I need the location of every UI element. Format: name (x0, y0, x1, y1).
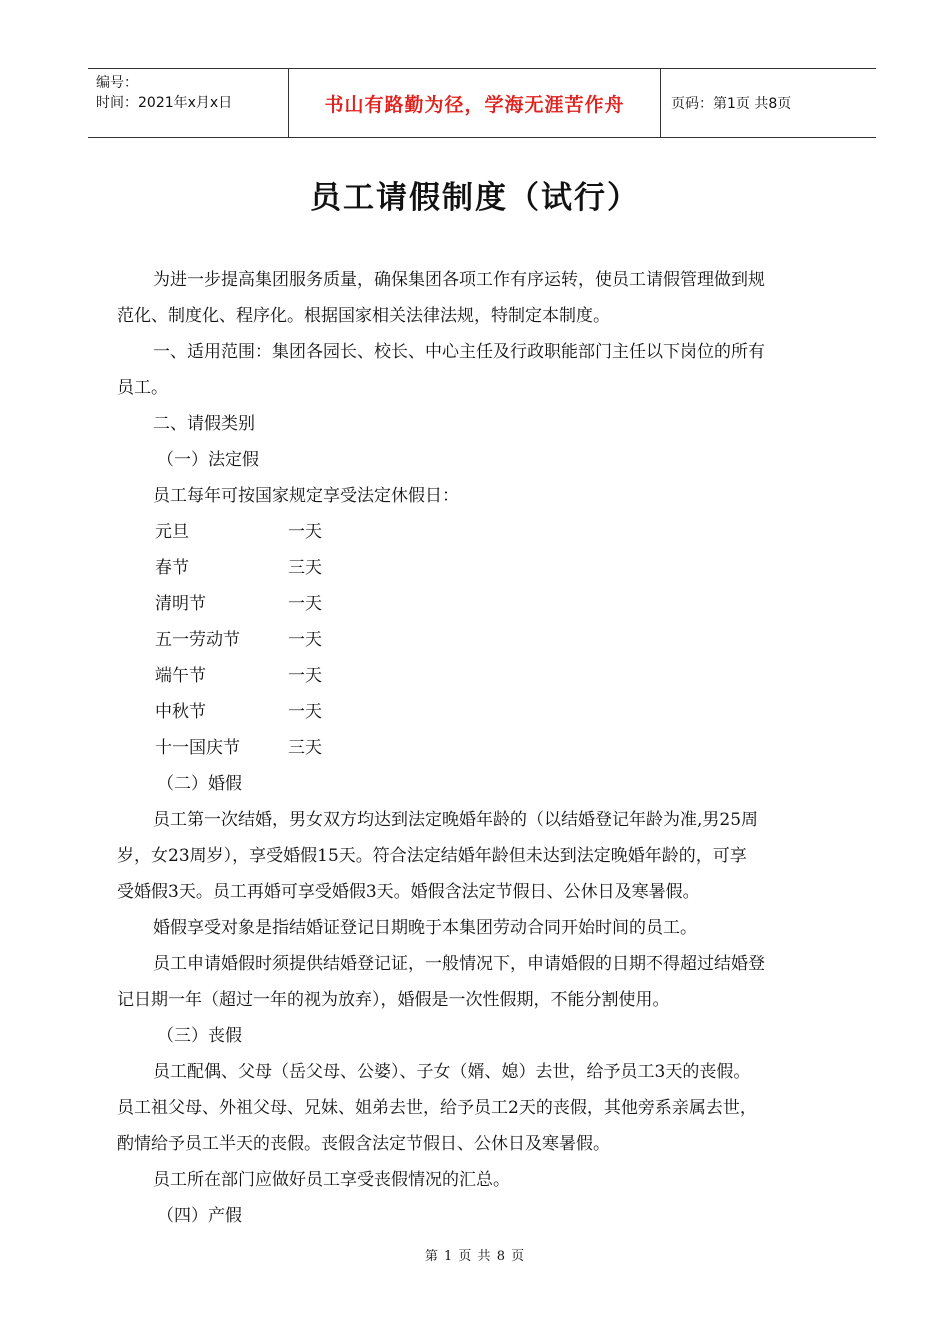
funeral-p1-line-3: 酌情给予员工半天的丧假。丧假含法定节假日、公休日及寒暑假。 (117, 1134, 610, 1154)
header-page-cell (661, 69, 876, 137)
leave-types-heading: 二、请假类别 (153, 414, 255, 434)
funeral-p1-line-1: 员工配偶、父母（岳父母、公婆）、子女（婿、媳）去世，给予员工3天的丧假。 (153, 1062, 751, 1082)
marriage-p3-line-2: 记日期一年（超过一年的视为放弃），婚假是一次性假期，不能分割使用。 (117, 990, 670, 1010)
header-meta (88, 69, 288, 137)
funeral-p1-line-2: 员工祖父母、外祖父母、兄妹、姐弟去世，给予员工2天的丧假，其他旁系亲属去世， (117, 1098, 757, 1118)
holiday-name: 元旦 (155, 522, 189, 542)
holiday-name: 十一国庆节 (155, 738, 240, 758)
holiday-row (117, 730, 852, 766)
marriage-p1-line-3: 受婚假3天。员工再婚可享受婚假3天。婚假含法定节假日、公休日及寒暑假。 (117, 882, 700, 902)
holiday-name: 春节 (155, 558, 189, 578)
holiday-days: 一天 (288, 522, 322, 542)
document-body (117, 262, 852, 1234)
holiday-name: 五一劳动节 (155, 630, 240, 650)
holiday-days: 一天 (288, 702, 322, 722)
holiday-days: 三天 (288, 558, 322, 578)
funeral-leave-heading: （三）丧假 (157, 1026, 242, 1046)
intro-line-1: 为进一步提高集团服务质量，确保集团各项工作有序运转，使员工请假管理做到规 (153, 270, 765, 290)
legal-leave-text: 员工每年可按国家规定享受法定休假日： (153, 486, 459, 506)
header-motto-cell (288, 69, 661, 137)
holiday-days: 三天 (288, 738, 322, 758)
marriage-p1-line-1: 员工第一次结婚，男女双方均达到法定晚婚年龄的（以结婚登记年龄为准,男25周 (153, 810, 759, 830)
legal-leave-heading: （一）法定假 (157, 450, 259, 470)
marriage-p2: 婚假享受对象是指结婚证登记日期晚于本集团劳动合同开始时间的员工。 (153, 918, 697, 938)
header-page-label: 页码：第1页 共8页 (671, 96, 792, 112)
holiday-days: 一天 (288, 630, 322, 650)
holiday-name: 清明节 (155, 594, 206, 614)
document-number-label: 编号： (96, 75, 138, 91)
maternity-leave-heading: （四）产假 (157, 1206, 242, 1226)
document-header (88, 68, 876, 138)
funeral-p2: 员工所在部门应做好员工享受丧假情况的汇总。 (153, 1170, 510, 1190)
document-time-label: 时间：2021年x月x日 (96, 95, 233, 111)
holiday-days: 一天 (288, 594, 322, 614)
holiday-row (117, 550, 852, 586)
marriage-leave-heading: （二）婚假 (157, 774, 242, 794)
holiday-days: 一天 (288, 666, 322, 686)
holiday-name: 中秋节 (155, 702, 206, 722)
page-title: 员工请假制度（试行） (310, 180, 640, 216)
holiday-row (117, 658, 852, 694)
page-footer: 第 1 页 共 8 页 (424, 1249, 526, 1264)
intro-line-2: 范化、制度化、程序化。根据国家相关法律法规，特制定本制度。 (117, 306, 610, 326)
header-motto: 书山有路勤为径，学海无涯苦作舟 (324, 93, 625, 116)
holiday-row (117, 694, 852, 730)
marriage-p3-line-1: 员工申请婚假时须提供结婚登记证，一般情况下，申请婚假的日期不得超过结婚登 (153, 954, 765, 974)
holiday-name: 端午节 (155, 666, 206, 686)
holiday-row (117, 514, 852, 550)
marriage-p1-line-2: 岁，女23周岁），享受婚假15天。符合法定结婚年龄但未达到法定晚婚年龄的，可享 (117, 846, 747, 866)
holiday-row (117, 586, 852, 622)
scope-line-2: 员工。 (117, 378, 168, 398)
holiday-row (117, 622, 852, 658)
scope-line-1: 一、适用范围：集团各园长、校长、中心主任及行政职能部门主任以下岗位的所有 (153, 342, 765, 362)
